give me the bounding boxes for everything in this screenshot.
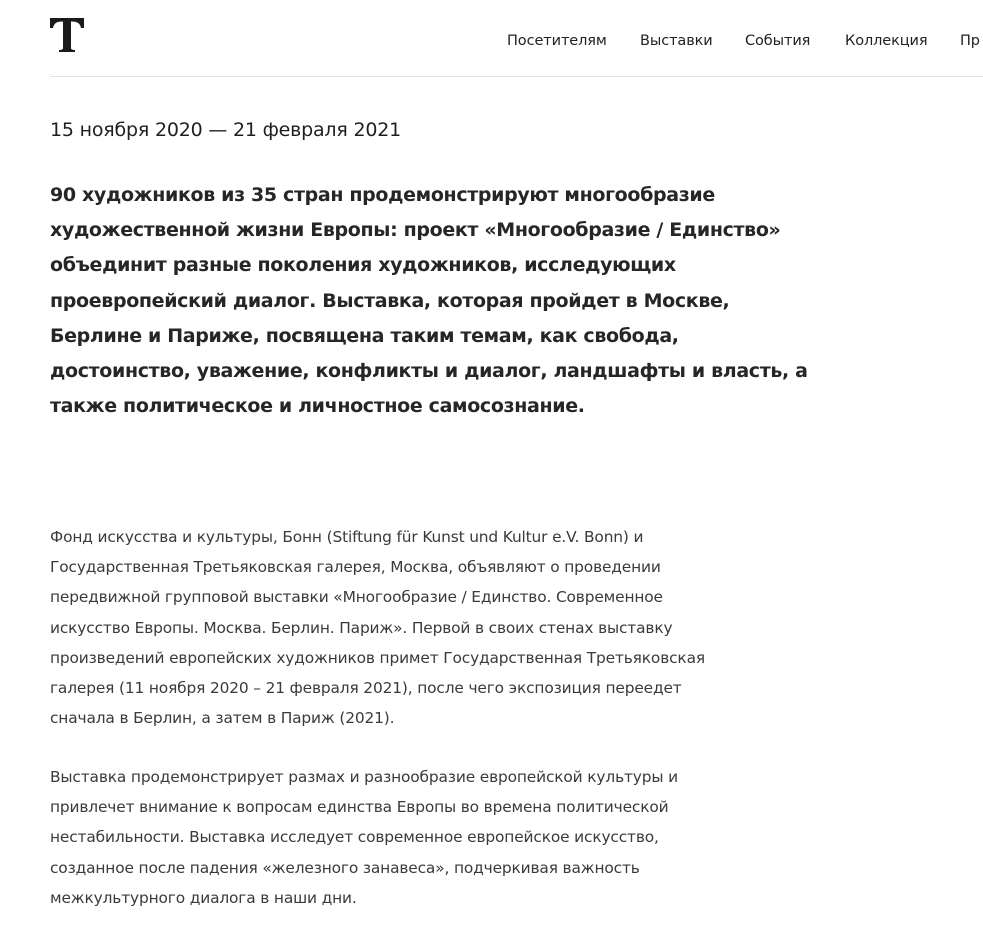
nav-item-exhibitions[interactable]: Выставки [640,33,713,49]
paragraph-line: сначала в Берлин, а затем в Париж (2021). [50,709,395,728]
lead-line: Берлине и Париже, посвящена таким темам, как свобода, [50,324,679,347]
lead-line: также политическое и личностное самосознание. [50,395,585,418]
nav-item-events[interactable]: События [745,33,811,49]
lead-line: достоинство, уважение, конфликты и диалог, ландшафты и власть, а [50,360,808,383]
site-header [50,0,983,77]
paragraph-line: Государственная Третьяковская галерея, Москва, объявляют о проведении [50,558,661,577]
paragraph-line: нестабильности. Выставка исследует современное европейское искусство, [50,828,659,847]
nav-item-truncated[interactable]: Пр [960,33,980,49]
paragraph-line: искусство Европы. Москва. Берлин. Париж». Первой в своих стенах выставку [50,618,673,637]
lead-paragraph [50,178,808,424]
lead-line: 90 художников из 35 стран продемонстрируют многообразие [50,184,715,206]
paragraph-line: Фонд искусства и культуры, Бонн (Stiftung für Kunst und Kultur e.V. Bonn) и [50,528,644,546]
nav-item-visitors[interactable]: Посетителям [507,33,607,49]
body-paragraph-1 [50,522,750,733]
lead-line: проевропейский диалог. Выставка, которая пройдет в Москве, [50,289,730,312]
paragraph-line: передвижной групповой выставки «Многообразие / Единство. Современное [50,588,663,607]
main-nav [50,31,983,53]
exhibition-dates: 15 ноября 2020 — 21 февраля 2021 [50,119,401,141]
nav-item-collection[interactable]: Коллекция [845,33,928,49]
paragraph-line: привлечет внимание к вопросам единства Европы во времена политической [50,798,669,817]
paragraph-line: межкультурного диалога в наши дни. [50,888,357,907]
paragraph-line: Выставка продемонстрирует размах и разнообразие европейской культуры и [50,768,678,786]
lead-line: объединит разные поколения художников, исследующих [50,254,676,277]
paragraph-line: созданное после падения «железного занавеса», подчеркивая важность [50,858,640,877]
lead-line: художественной жизни Европы: проект «Многообразие / Единство» [50,219,781,242]
body-paragraph-2 [50,762,750,913]
paragraph-line: галерея (11 ноября 2020 – 21 февраля 2021), после чего экспозиция переедет [50,679,682,698]
paragraph-line: произведений европейских художников примет Государственная Третьяковская [50,648,705,667]
